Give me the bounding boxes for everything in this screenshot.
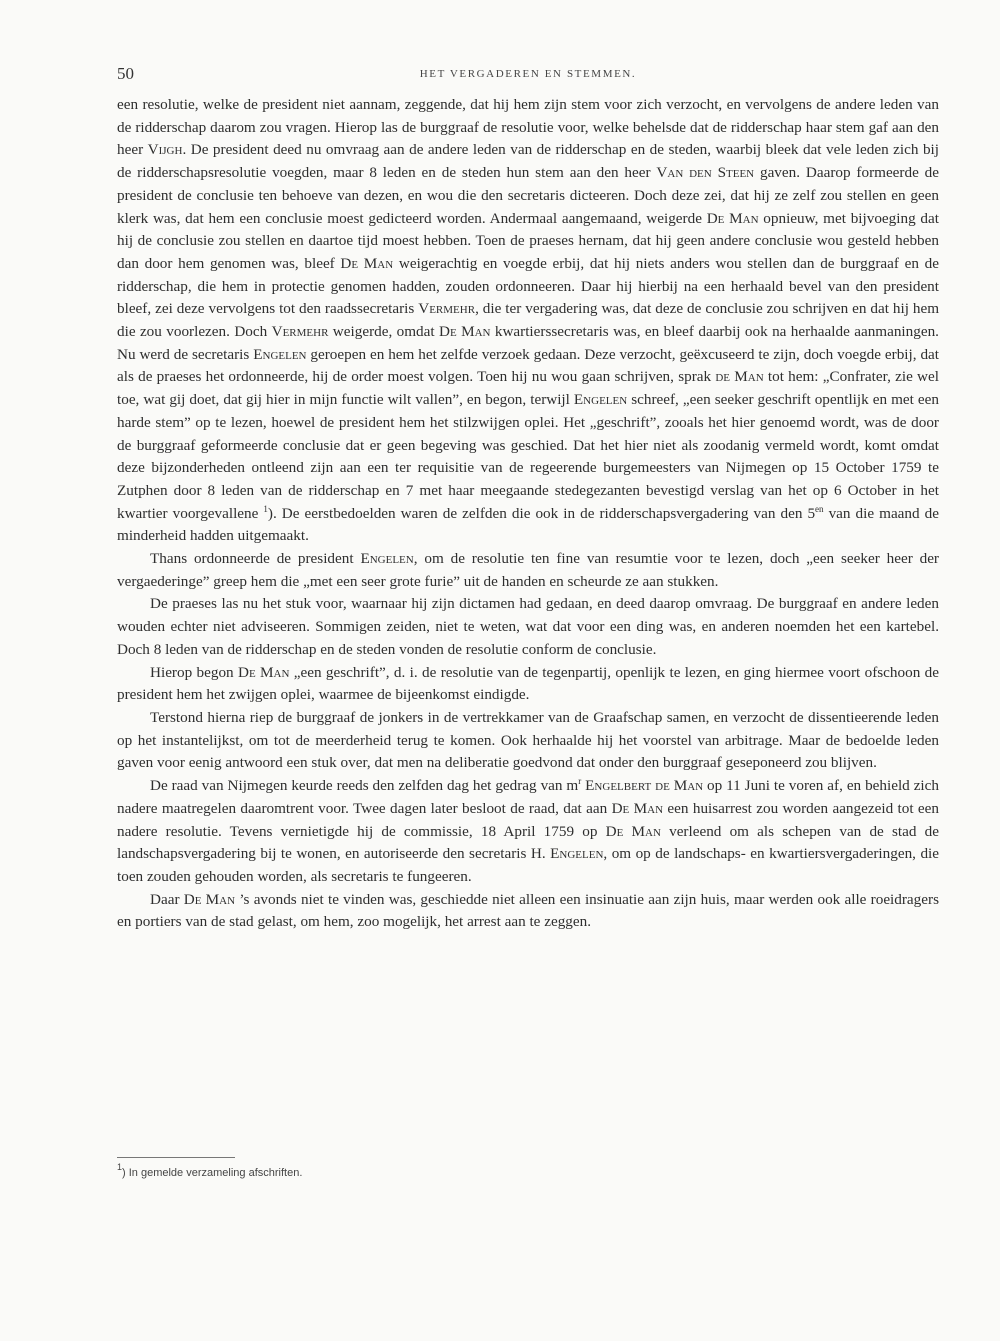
name-smallcaps: De Man — [340, 254, 394, 272]
text-run: Terstond hierna riep de burggraaf de jonkers in de vertrekkamer van de Graafschap samen, en verzocht de dissentieerende leden op het instantelijkst, om tot de meerderheid terug te komen. Ook herhaalde hij het voorstel van arbitrage. Maar de bedoelde leden gaven voor eenig antwoord een stuk over, dat men na deliberatie goedvond dat onder den burggraaf geseponeerd zou blijven. — [117, 708, 939, 772]
text-run: Hierop begon — [150, 663, 238, 681]
text-run: Daar — [150, 890, 184, 908]
name-smallcaps: Vermehr — [418, 300, 476, 318]
text-run: weigerachtig en voegde erbij, dat hij niets anders wou stellen dan de burggraaf en de ridderschap, die hem in protectie genomen hadden, zouden ordonneeren. Daar hij hierbij na een herhaald bevel van den president bleef, zei deze vervolgens tot den raadssecretaris — [117, 254, 939, 318]
footnote-text: ) In gemelde verzameling afschriften. — [122, 1167, 303, 1179]
text-run: opnieuw, met bijvoeging dat hij de conclusie zou stellen en daartoe tijd moest hebben. Toen de praeses hernam, dat hij geen andere conclusie wou gesteld hebben dan door hem genomen was, bleef — [117, 209, 939, 272]
body-text — [117, 94, 939, 934]
name-smallcaps: De Man — [605, 822, 661, 840]
superscript: en — [815, 503, 824, 514]
text-run: kwartierssecretaris was, en bleef daarbij ook na herhaalde aanmaningen. Nu werd de secretaris — [117, 323, 939, 363]
text-run: , om de resolutie ten fine van resumtie voor te lezen, doch „een seeker heer der vergaederinge” greep hem die „met een seer grote furie” uit de handen en scheurde ze aan stukken. — [117, 550, 939, 590]
text-run: gaven. Daarop formeerde de president de conclusie ten behoeve van dezen, en wou die den secretaris dicteeren. Doch deze zei, dat hij ze zelf zou stellen en geen klerk was, dat hem een conclusie moest gedicteerd worden. Andermaal aangemaand, weigerde — [117, 164, 939, 227]
name-smallcaps: Vijgh — [147, 141, 183, 159]
name-smallcaps: de Man — [715, 368, 764, 386]
superscript: r — [578, 776, 582, 787]
footnote-rule — [117, 1157, 235, 1158]
name-smallcaps: Engelbert de Man — [585, 777, 704, 795]
name-smallcaps: De Man — [237, 663, 290, 681]
name-smallcaps: Vermehr — [271, 323, 329, 341]
text-run: van die maand de minderheid hadden uitgemaakt. — [117, 504, 939, 545]
name-smallcaps: De Man — [611, 799, 664, 817]
text-run: . De president deed nu omvraag aan de andere leden van de ridderschap en de steden, waarbij bleek dat vele leden zich bij de ridderschapsresolutie voegden, maar 8 leden en de steden hun stem aan den heer — [117, 141, 939, 182]
name-smallcaps: De Man — [706, 209, 759, 227]
text-run: Thans ordonneerde de president — [150, 550, 361, 568]
name-smallcaps: Engelen — [573, 391, 628, 409]
text-run: een huisarrest zou worden aangezeid tot een nadere resolutie. Tevens vernietigde hij de commissie, 18 April 1759 op — [117, 799, 939, 840]
text-run: tot hem: „Confrater, zie wel toe, wat gij doet, dat gij hier in mijn functie wilt vallen”, en begon, terwijl — [117, 368, 939, 409]
paragraph — [117, 548, 939, 593]
text-run: een resolutie, welke de president niet aannam, zeggende, dat hij hem zijn stem voor zich verzocht, en vervolgens de andere leden van de ridderschap daarom zou vragen. Hierop las de burggraaf de resolutie voor, welke behelsde dat de ridderschap haar stem gaf aan den heer — [117, 96, 939, 159]
name-smallcaps: De Man — [439, 323, 491, 341]
name-smallcaps: Engelen — [360, 550, 414, 568]
paragraph — [117, 94, 939, 548]
superscript: 1 — [263, 503, 268, 514]
name-smallcaps: Van den Steen — [656, 164, 755, 182]
text-run: weigerde, omdat — [328, 323, 439, 341]
text-run: ’s avonds niet te vinden was, geschiedde niet alleen een insinuatie aan zijn huis, maar werden ook alle roeidragers en portiers van de stad gelast, om hem, zoo mogelijk, het arrest aan te zeggen. — [117, 890, 939, 931]
text-run: op 11 Juni te voren af, en behield zich nadere maatregelen daaromtrent voor. Twee dagen later besloot de raad, dat aan — [117, 777, 939, 817]
name-smallcaps: Engelen — [253, 345, 307, 363]
text-run: De raad van Nijmegen keurde reeds den zelfden dag het gedrag van m — [150, 777, 579, 795]
text-run: verleend om als schepen van de stad de landschapsvergadering bij te wonen, en autoriseerde den secretaris H. — [117, 822, 939, 863]
paragraph — [117, 662, 939, 707]
paragraph — [117, 707, 939, 775]
name-smallcaps: De Man — [183, 890, 236, 908]
footnote — [117, 1162, 303, 1179]
page-number: 50 — [117, 64, 134, 83]
text-run: , die ter vergadering was, dat deze de conclusie zou schrijven en dat hij hem die zou voorlezen. Doch — [117, 300, 940, 341]
paragraph — [117, 889, 939, 934]
text-run: De praeses las nu het stuk voor, waarnaar hij zijn dictamen had gedaan, en deed daarop omvraag. De burggraaf en andere leden wouden echter niet adviseeren. Sommigen zeiden, niet te weten, wat dat voor een ding was, en anderen noemden het een kartebel. Doch 8 leden van de ridderschap en de steden vonden de resolutie conform de conclusie. — [117, 595, 939, 658]
text-run: geroepen en hem het zelfde verzoek gedaan. Deze verzocht, geëxcuseerd te zijn, doch voegde erbij, dat als de praeses het ordonneerde, hij de order moest volgen. Toen hij nu wou gaan schrijven, sprak — [117, 345, 939, 386]
text-run: , om op de landschaps- en kwartiersvergaderingen, die toen zouden gehouden worden, als secretaris te fungeeren. — [117, 845, 940, 885]
running-head: HET VERGADEREN EN STEMMEN. — [419, 68, 637, 80]
paragraph — [117, 775, 939, 889]
text-run: ). De eerstbedoelden waren de zelfden die ook in de ridderschapsvergadering van den 5 — [267, 504, 816, 522]
text-run: „een geschrift”, d. i. de resolutie van de tegenpartij, openlijk te lezen, en ging hiermee voort ofschoon de president hem het zwijgen oplei, waarmee de bijeenkomst eindigde. — [117, 663, 939, 704]
text-run: schreef, „een seeker geschrift opentlijk en met een harde stem” op te lezen, hoewel de president hem het stilzwijgen oplei. Het „geschrift”, zooals het hier genoemd wordt, was de door de burggraaf geformeerde conclusie dat er geen begeving was geschied. Dat het hier niet als zoodanig vermeld wordt, komt omdat deze bijzonderheden ontleend zijn aan een ter requisitie van de regeerende burgemeesters van Nijmegen op 15 October 1759 te Zutphen door 8 leden van de ridderschap en 7 met haar meegaande stedegezanten bevestigd verslag van het op 6 October in het kwartier voorgevallene — [117, 391, 939, 522]
paragraph — [117, 593, 939, 661]
footnote-marker: 1 — [117, 1162, 123, 1172]
name-smallcaps: Engelen — [550, 845, 604, 863]
page-header — [117, 64, 939, 86]
